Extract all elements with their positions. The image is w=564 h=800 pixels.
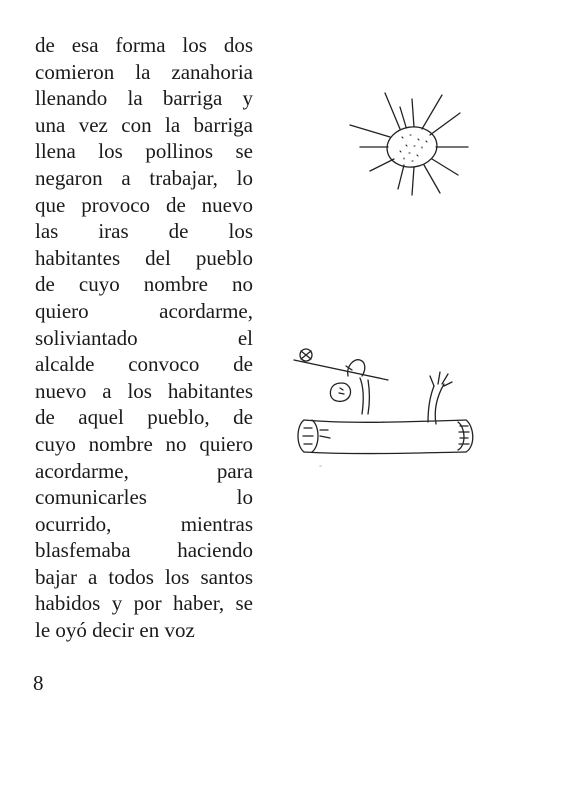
text-line: habidos y por haber, se bbox=[35, 591, 253, 616]
sun-drawing bbox=[340, 85, 475, 205]
text-line: llenando la barriga y bbox=[35, 86, 253, 111]
text-line: de aquel pueblo, de bbox=[35, 405, 253, 430]
text-line: habitantes del pueblo bbox=[35, 245, 253, 270]
page-number: 8 bbox=[33, 671, 44, 695]
reclining-figure-drawing bbox=[290, 340, 490, 470]
body-text bbox=[35, 32, 253, 644]
text-line: soliviantado el bbox=[35, 325, 253, 350]
text-line: llena los pollinos se bbox=[35, 139, 253, 164]
text-line: alcalde convoco de bbox=[35, 352, 253, 377]
text-line: de esa forma los dos bbox=[35, 33, 253, 57]
text-line: bajar a todos los santos bbox=[35, 564, 253, 589]
text-line: una vez con la barriga bbox=[35, 112, 253, 137]
text-line: comieron la zanahoria bbox=[35, 59, 253, 84]
text-line: las iras de los bbox=[35, 219, 253, 244]
text-line: de cuyo nombre no bbox=[35, 272, 253, 297]
text-line: comunicarles lo bbox=[35, 485, 253, 510]
text-line: le oyó decir en voz bbox=[35, 618, 195, 643]
text-line: quiero acordarme, bbox=[35, 298, 253, 323]
text-line: que provoco de nuevo bbox=[35, 192, 253, 217]
text-line: acordarme, para bbox=[35, 458, 253, 483]
text-line: cuyo nombre no quiero bbox=[35, 431, 253, 456]
text-line: negaron a trabajar, lo bbox=[35, 165, 253, 190]
text-line: nuevo a los habitantes bbox=[35, 378, 253, 403]
text-line: ocurrido, mientras bbox=[35, 511, 253, 536]
text-line: blasfemaba haciendo bbox=[35, 538, 253, 563]
